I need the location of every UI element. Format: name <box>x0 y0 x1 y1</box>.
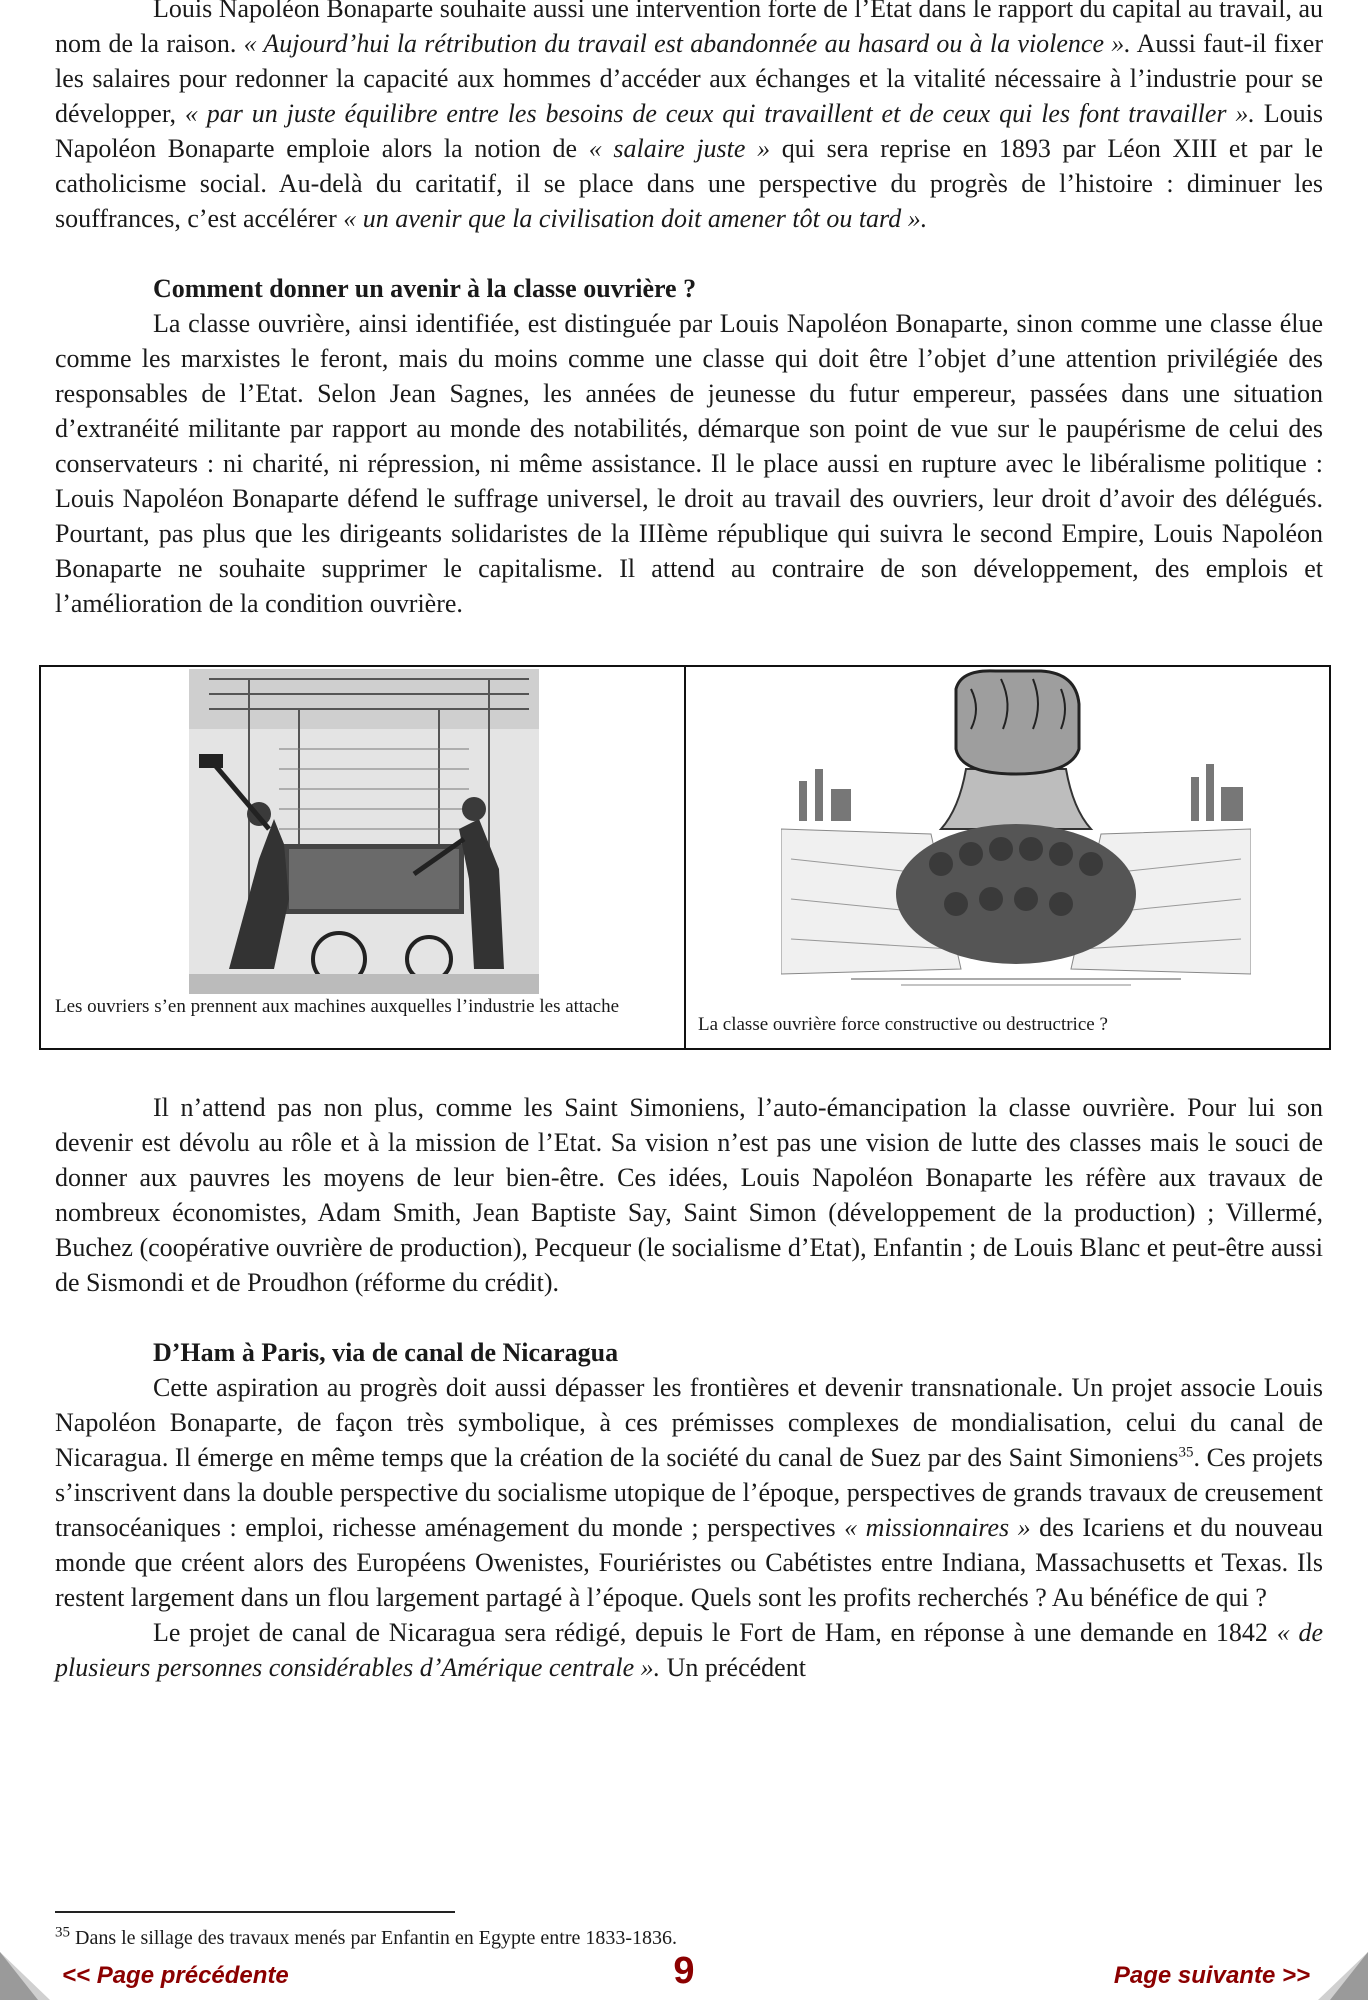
paragraph-saint-simoniens: Il n’attend pas non plus, comme les Saint Simoniens, l’auto-émancipation la classe ouvrière. Pour lui son devenir est dévolu au rôle et à la mission de l’Etat. Sa vision n’est pas une vision de lutte des classes mais le souci de donner aux pauvres les moyens de leur bien-être. Ces idées, Louis Napoléon Bonaparte les réfère aux travaux de nombreux économistes, Adam Smith, Jean Baptiste Say, Saint Simon (développement de la production) ; Villermé, Buchez (coopérative ouvrière de production), Pecqueur (le socialisme d’Etat), Enfantin ; de Louis Blanc et peut-être aussi de Sismondi et de Proudhon (réforme du crédit). <box>55 1093 1323 1297</box>
paragraph-classe-ouvriere: La classe ouvrière, ainsi identifiée, est distinguée par Louis Napoléon Bonaparte, sinon comme une classe élue comme les marxistes le feront, mais du moins comme une classe qui doit être l’objet d’une attention privilégiée des responsables de l’Etat. Selon Jean Sagnes, les années de jeunesse du futur empereur, passées dans une situation d’extranéité militante par rapport au monde des notabilités, démarque son point de vue sur le paupérisme de celui des conservateurs : ni charité, ni répression, ni même assistance. Il le place aussi en rupture avec le libéralisme politique : Louis Napoléon Bonaparte défend le suffrage universel, le droit au travail des ouvriers, leur droit d’avoir des délégués. Pourtant, pas plus que les dirigeants solidaristes de la IIIème république qui suivra le second Empire, Louis Napoléon Bonaparte ne souhaite supprimer le capitalisme. Il attend au contraire de son développement, des emplois et l’amélioration de la condition ouvrière. <box>55 309 1323 618</box>
paragraph-salaire-juste <box>55 0 1323 236</box>
footnote-divider <box>55 1911 455 1913</box>
previous-page-link[interactable]: << Page précédente <box>62 1962 289 1989</box>
section-heading-nicaragua: D’Ham à Paris, via de canal de Nicaragua <box>153 1338 619 1367</box>
section-heading-avenir: Comment donner un avenir à la classe ouvrière ? <box>153 274 697 303</box>
quote: « missionnaires » <box>844 1513 1031 1542</box>
text-run: Cette aspiration au progrès doit aussi dépasser les frontières et devenir transnationale. Un projet associe Louis Napoléon Bonaparte, de façon très symbolique, à ces prémisses complexes de mondialisation, celui du canal de Nicaragua. Il émerge en même temps que la création de la société du canal de Suez par des Saint Simoniens <box>55 1373 1323 1472</box>
page-curl-right-icon <box>1318 1952 1368 2000</box>
text-run: des Icariens et du nouveau monde que créent alors des Européens Owenistes, Fouriéristes ou Cabétistes entre Indiana, Massachusetts et Texas. Ils restent largement dans un flou largement partagé à l’époque. Quels sont les profits recherchés ? Au bénéfice de qui ? <box>55 1513 1323 1612</box>
quote: « salaire juste » <box>588 134 771 163</box>
footnote-ref-35[interactable]: 35 <box>1178 1444 1194 1461</box>
next-page-link[interactable]: Page suivante >> <box>1113 1962 1310 1989</box>
footnote-number: 35 <box>55 1924 70 1941</box>
figure-right-caption: La classe ouvrière force constructive ou destructrice ? <box>698 1014 1108 1035</box>
quote: « de plusieurs personnes considérables d’Amérique centrale ». <box>55 1618 1324 1682</box>
text-run: Le projet de canal de Nicaragua sera rédigé, depuis le Fort de Ham, en réponse à une demande en 1842 <box>153 1618 1277 1647</box>
paragraph-progres-transnational <box>55 1370 1323 1615</box>
quote: « par un juste équilibre entre les besoins de ceux qui travaillent et de ceux qui les font travailler ». <box>184 99 1255 128</box>
quote: « un avenir que la civilisation doit amener tôt ou tard ». <box>343 204 928 233</box>
workers-fist-illustration <box>781 669 1251 989</box>
footnote-35 <box>55 1925 677 1951</box>
figure-box <box>39 665 1331 1050</box>
text-run: . Ces projets s’inscrivent dans la double perspective du socialisme utopique de l’époque, perspectives de grands travaux de creusement transocéaniques : emploi, richesse aménagement du monde ; perspectives <box>55 1443 1323 1542</box>
footnote-text: Dans le sillage des travaux menés par Enfantin en Egypte entre 1833-1836. <box>70 1927 678 1949</box>
figure-right <box>686 667 1329 1048</box>
text-run: Aussi faut-il fixer les salaires pour redonner la capacité aux hommes d’accéder aux échanges et la vitalité nécessaire à l’industrie pour se développer, <box>55 29 1323 128</box>
figure-left <box>41 667 686 1048</box>
text-run: Louis Napoléon Bonaparte emploie alors la notion de <box>55 99 1323 163</box>
paragraph-projet-canal <box>55 1615 1323 1685</box>
text-run: qui sera reprise en 1893 par Léon XIII et par le catholicisme social. Au-delà du caritatif, il se place dans une perspective du progrès de l’histoire : diminuer les souffrances, c’est accélérer <box>55 134 1323 233</box>
machine-breakers-illustration <box>189 669 539 994</box>
page-content <box>55 0 1323 1685</box>
page-number: 9 <box>673 1950 695 1992</box>
text-run: Louis Napoléon Bonaparte souhaite aussi une intervention forte de l’Etat dans le rapport du capital au travail, au nom de la raison. <box>55 0 1323 58</box>
text-run: Un précédent <box>660 1653 806 1682</box>
figure-left-caption: Les ouvriers s’en prennent aux machines auxquelles l’industrie les attache <box>55 996 619 1017</box>
quote: « Aujourd’hui la rétribution du travail est abandonnée au hasard ou à la violence ». <box>243 29 1131 58</box>
